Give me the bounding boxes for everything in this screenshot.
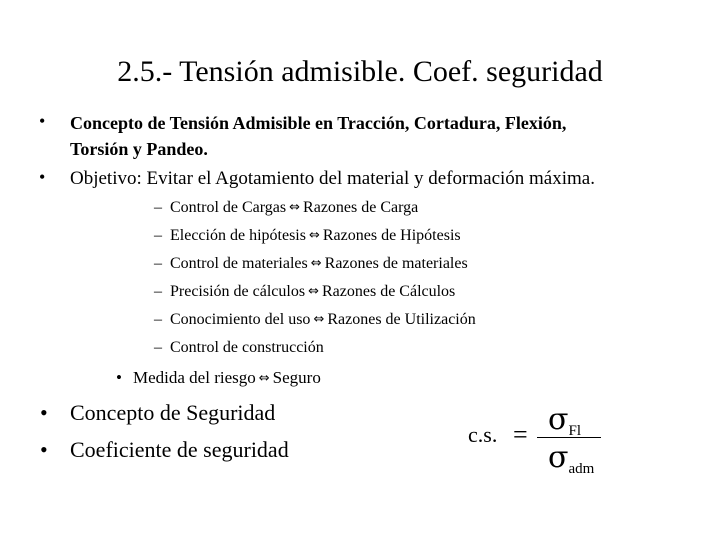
bullet-text: Concepto de Seguridad [70, 400, 276, 425]
sub-item-right: Razones de Utilización [327, 311, 476, 328]
sub-item-left: Precisión de cálculos [170, 283, 306, 300]
double-arrow-icon: ⇔ [308, 228, 320, 243]
risk-item-left: Medida del riesgo [133, 368, 256, 387]
double-arrow-icon: ⇔ [258, 371, 270, 386]
sub-item-left: Conocimiento del uso [170, 311, 311, 328]
bullet-text-line1: Concepto de Tensión Admisible en Tracción, Cortadura, Flexión, [70, 113, 567, 133]
bullet-text: Objetivo: Evitar el Agotamiento del material y deformación máxima. [70, 168, 595, 189]
dash-symbol: – [154, 339, 162, 356]
formula-denominator-sub: adm [568, 461, 595, 477]
sub-item-left: Elección de hipótesis [170, 227, 306, 244]
sub-item-right: Razones de materiales [324, 255, 468, 272]
bullet-symbol: • [39, 111, 46, 131]
sub-item-left: Control de construcción [170, 339, 324, 356]
bullet-symbol: • [40, 400, 48, 425]
bullet-text-line2: Torsión y Pandeo. [70, 139, 208, 159]
dash-symbol: – [154, 311, 162, 328]
dash-symbol: – [154, 255, 162, 272]
fraction-line [537, 437, 601, 438]
formula-equals: = [513, 420, 528, 449]
sub-item-right: Razones de Hipótesis [322, 227, 461, 244]
sub-item-right: Razones de Cálculos [321, 283, 456, 300]
slide-title: 2.5.- Tensión admisible. Coef. seguridad [117, 55, 603, 88]
formula-denominator [548, 440, 594, 478]
double-arrow-icon: ⇔ [313, 312, 325, 327]
bullet-symbol: • [116, 368, 122, 387]
bullet-text: Coeficiente de seguridad [70, 437, 289, 462]
dash-symbol: – [154, 199, 162, 216]
dash-symbol: – [154, 227, 162, 244]
dash-symbol: – [154, 283, 162, 300]
sub-item-left: Control de materiales [170, 255, 308, 272]
sigma-symbol: σ [548, 402, 569, 437]
formula-numerator [548, 402, 581, 440]
sigma-symbol: σ [548, 440, 569, 475]
sub-item-right: Razones de Carga [303, 199, 419, 216]
bullet-symbol: • [40, 437, 48, 462]
sub-item-left: Control de Cargas [170, 199, 287, 216]
double-arrow-icon: ⇔ [308, 284, 319, 299]
formula-numerator-sub: Fl [568, 423, 581, 439]
bullet-symbol: • [39, 167, 46, 187]
double-arrow-icon: ⇔ [289, 200, 301, 215]
double-arrow-icon: ⇔ [310, 256, 322, 271]
formula-lhs: c.s. [468, 422, 498, 447]
risk-item-right: Seguro [272, 368, 321, 387]
